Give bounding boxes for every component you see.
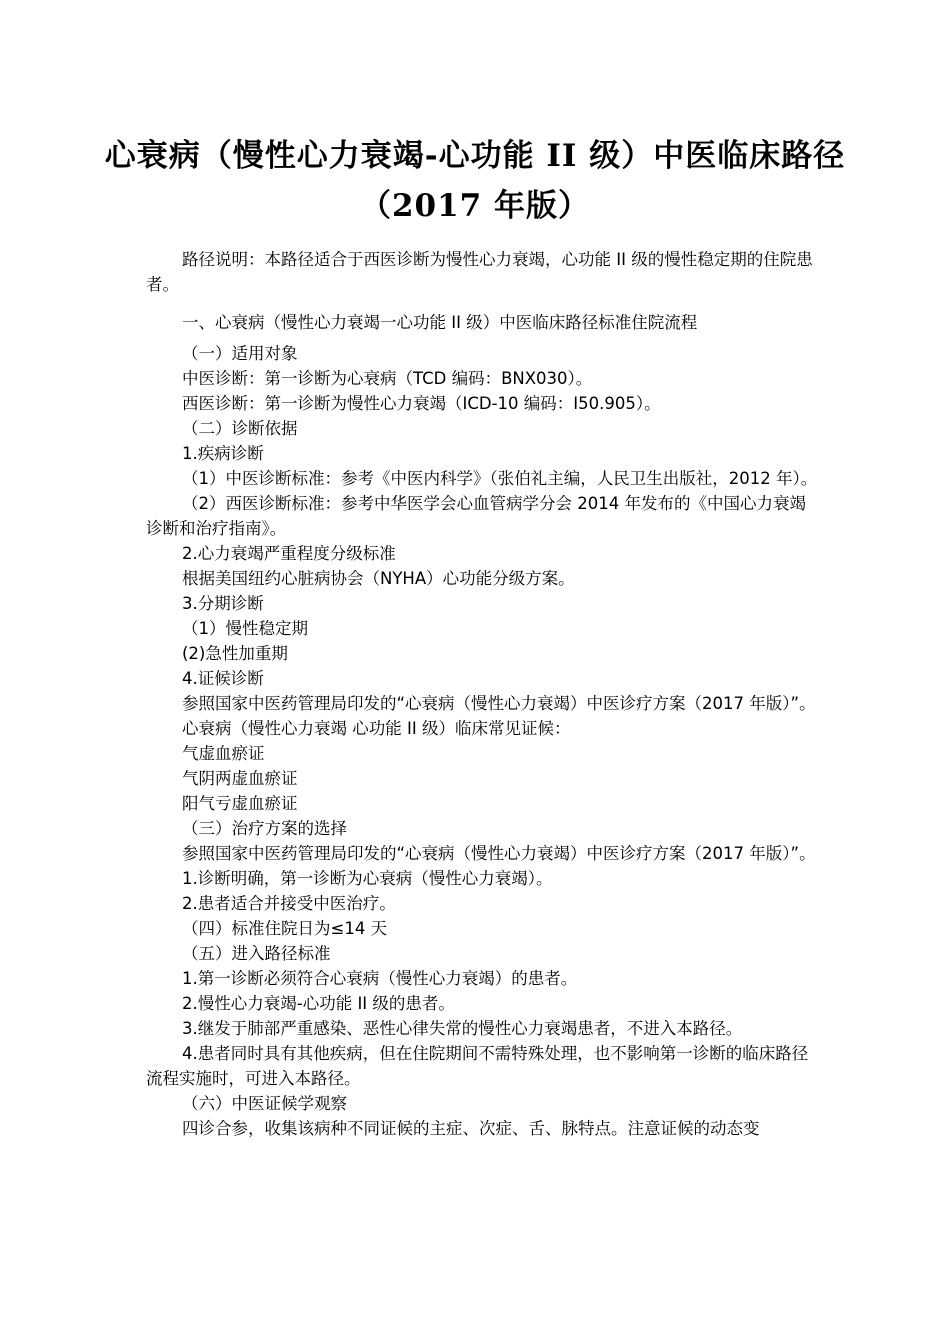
document-title: 心衰病（慢性心力衰竭-心功能 II 级）中医临床路径 bbox=[104, 138, 846, 174]
paragraph: 气阴两虚血瘀证 bbox=[182, 769, 298, 788]
paragraph: 气虚血瘀证 bbox=[182, 744, 265, 763]
paragraph: 1.诊断明确，第一诊断为心衰病（慢性心力衰竭）。 bbox=[182, 869, 553, 888]
paragraph: （1）中医诊断标准：参考《中医内科学》（张伯礼主编，人民卫生出版社，2012 年）。 bbox=[182, 469, 818, 488]
paragraph: 2.心力衰竭严重程度分级标准 bbox=[182, 544, 396, 563]
paragraph: 2.慢性心力衰竭-心功能 II 级的患者。 bbox=[182, 994, 455, 1013]
subsection-heading: （二）诊断依据 bbox=[182, 419, 298, 438]
paragraph: 3.分期诊断 bbox=[182, 594, 264, 613]
path-description: 路径说明：本路径适合于西医诊断为慢性心力衰竭，心功能 II 级的慢性稳定期的住院患者。 bbox=[146, 250, 813, 294]
paragraph: 四诊合参，收集该病种不同证候的主症、次症、舌、脉特点。注意证候的动态变 bbox=[182, 1119, 760, 1138]
subsection-heading: （四）标准住院日为≤14 天 bbox=[182, 919, 388, 938]
paragraph: 中医诊断：第一诊断为心衰病（TCD 编码：BNX030）。 bbox=[182, 369, 593, 388]
paragraph: 1.第一诊断必须符合心衰病（慢性心力衰竭）的患者。 bbox=[182, 969, 578, 988]
paragraph: 4.证候诊断 bbox=[182, 669, 264, 688]
paragraph: （2）西医诊断标准：参考中华医学会心血管病学分会 2014 年发布的《中国心力衰竭诊断和治疗指南》。 bbox=[146, 494, 806, 538]
paragraph: 参照国家中医药管理局印发的“心衰病（慢性心力衰竭）中医诊疗方案（2017 年版）”。 bbox=[182, 694, 816, 713]
subsection-heading: （三）治疗方案的选择 bbox=[182, 819, 347, 838]
paragraph: 阳气亏虚血瘀证 bbox=[182, 794, 298, 813]
paragraph: 1.疾病诊断 bbox=[182, 444, 264, 463]
paragraph: 西医诊断：第一诊断为慢性心力衰竭（ICD-10 编码：I50.905）。 bbox=[182, 394, 661, 413]
paragraph: 心衰病（慢性心力衰竭 心功能 II 级）临床常见证候： bbox=[182, 719, 571, 738]
paragraph: (2)急性加重期 bbox=[182, 644, 288, 663]
subsection-heading: （六）中医证候学观察 bbox=[182, 1094, 347, 1113]
paragraph: （1）慢性稳定期 bbox=[182, 619, 308, 638]
paragraph: 3.继发于肺部严重感染、恶性心律失常的慢性心力衰竭患者，不进入本路径。 bbox=[182, 1019, 743, 1038]
paragraph: 4.患者同时具有其他疾病，但在住院期间不需特殊处理，也不影响第一诊断的临床路径流程实施时，可进入本路径。 bbox=[146, 1044, 809, 1088]
document-body bbox=[146, 247, 818, 1141]
section-heading: 一、心衰病（慢性心力衰竭一心功能 II 级）中医临床路径标准住院流程 bbox=[182, 313, 698, 332]
subsection-heading: （一）适用对象 bbox=[182, 344, 298, 363]
document-title-edition: （2017 年版） bbox=[359, 188, 591, 224]
subsection-heading: （五）进入路径标准 bbox=[182, 944, 331, 963]
paragraph: 根据美国纽约心脏病协会（NYHA）心功能分级方案。 bbox=[182, 569, 575, 588]
paragraph: 参照国家中医药管理局印发的“心衰病（慢性心力衰竭）中医诊疗方案（2017 年版）”。 bbox=[182, 844, 816, 863]
paragraph: 2.患者适合并接受中医治疗。 bbox=[182, 894, 396, 913]
